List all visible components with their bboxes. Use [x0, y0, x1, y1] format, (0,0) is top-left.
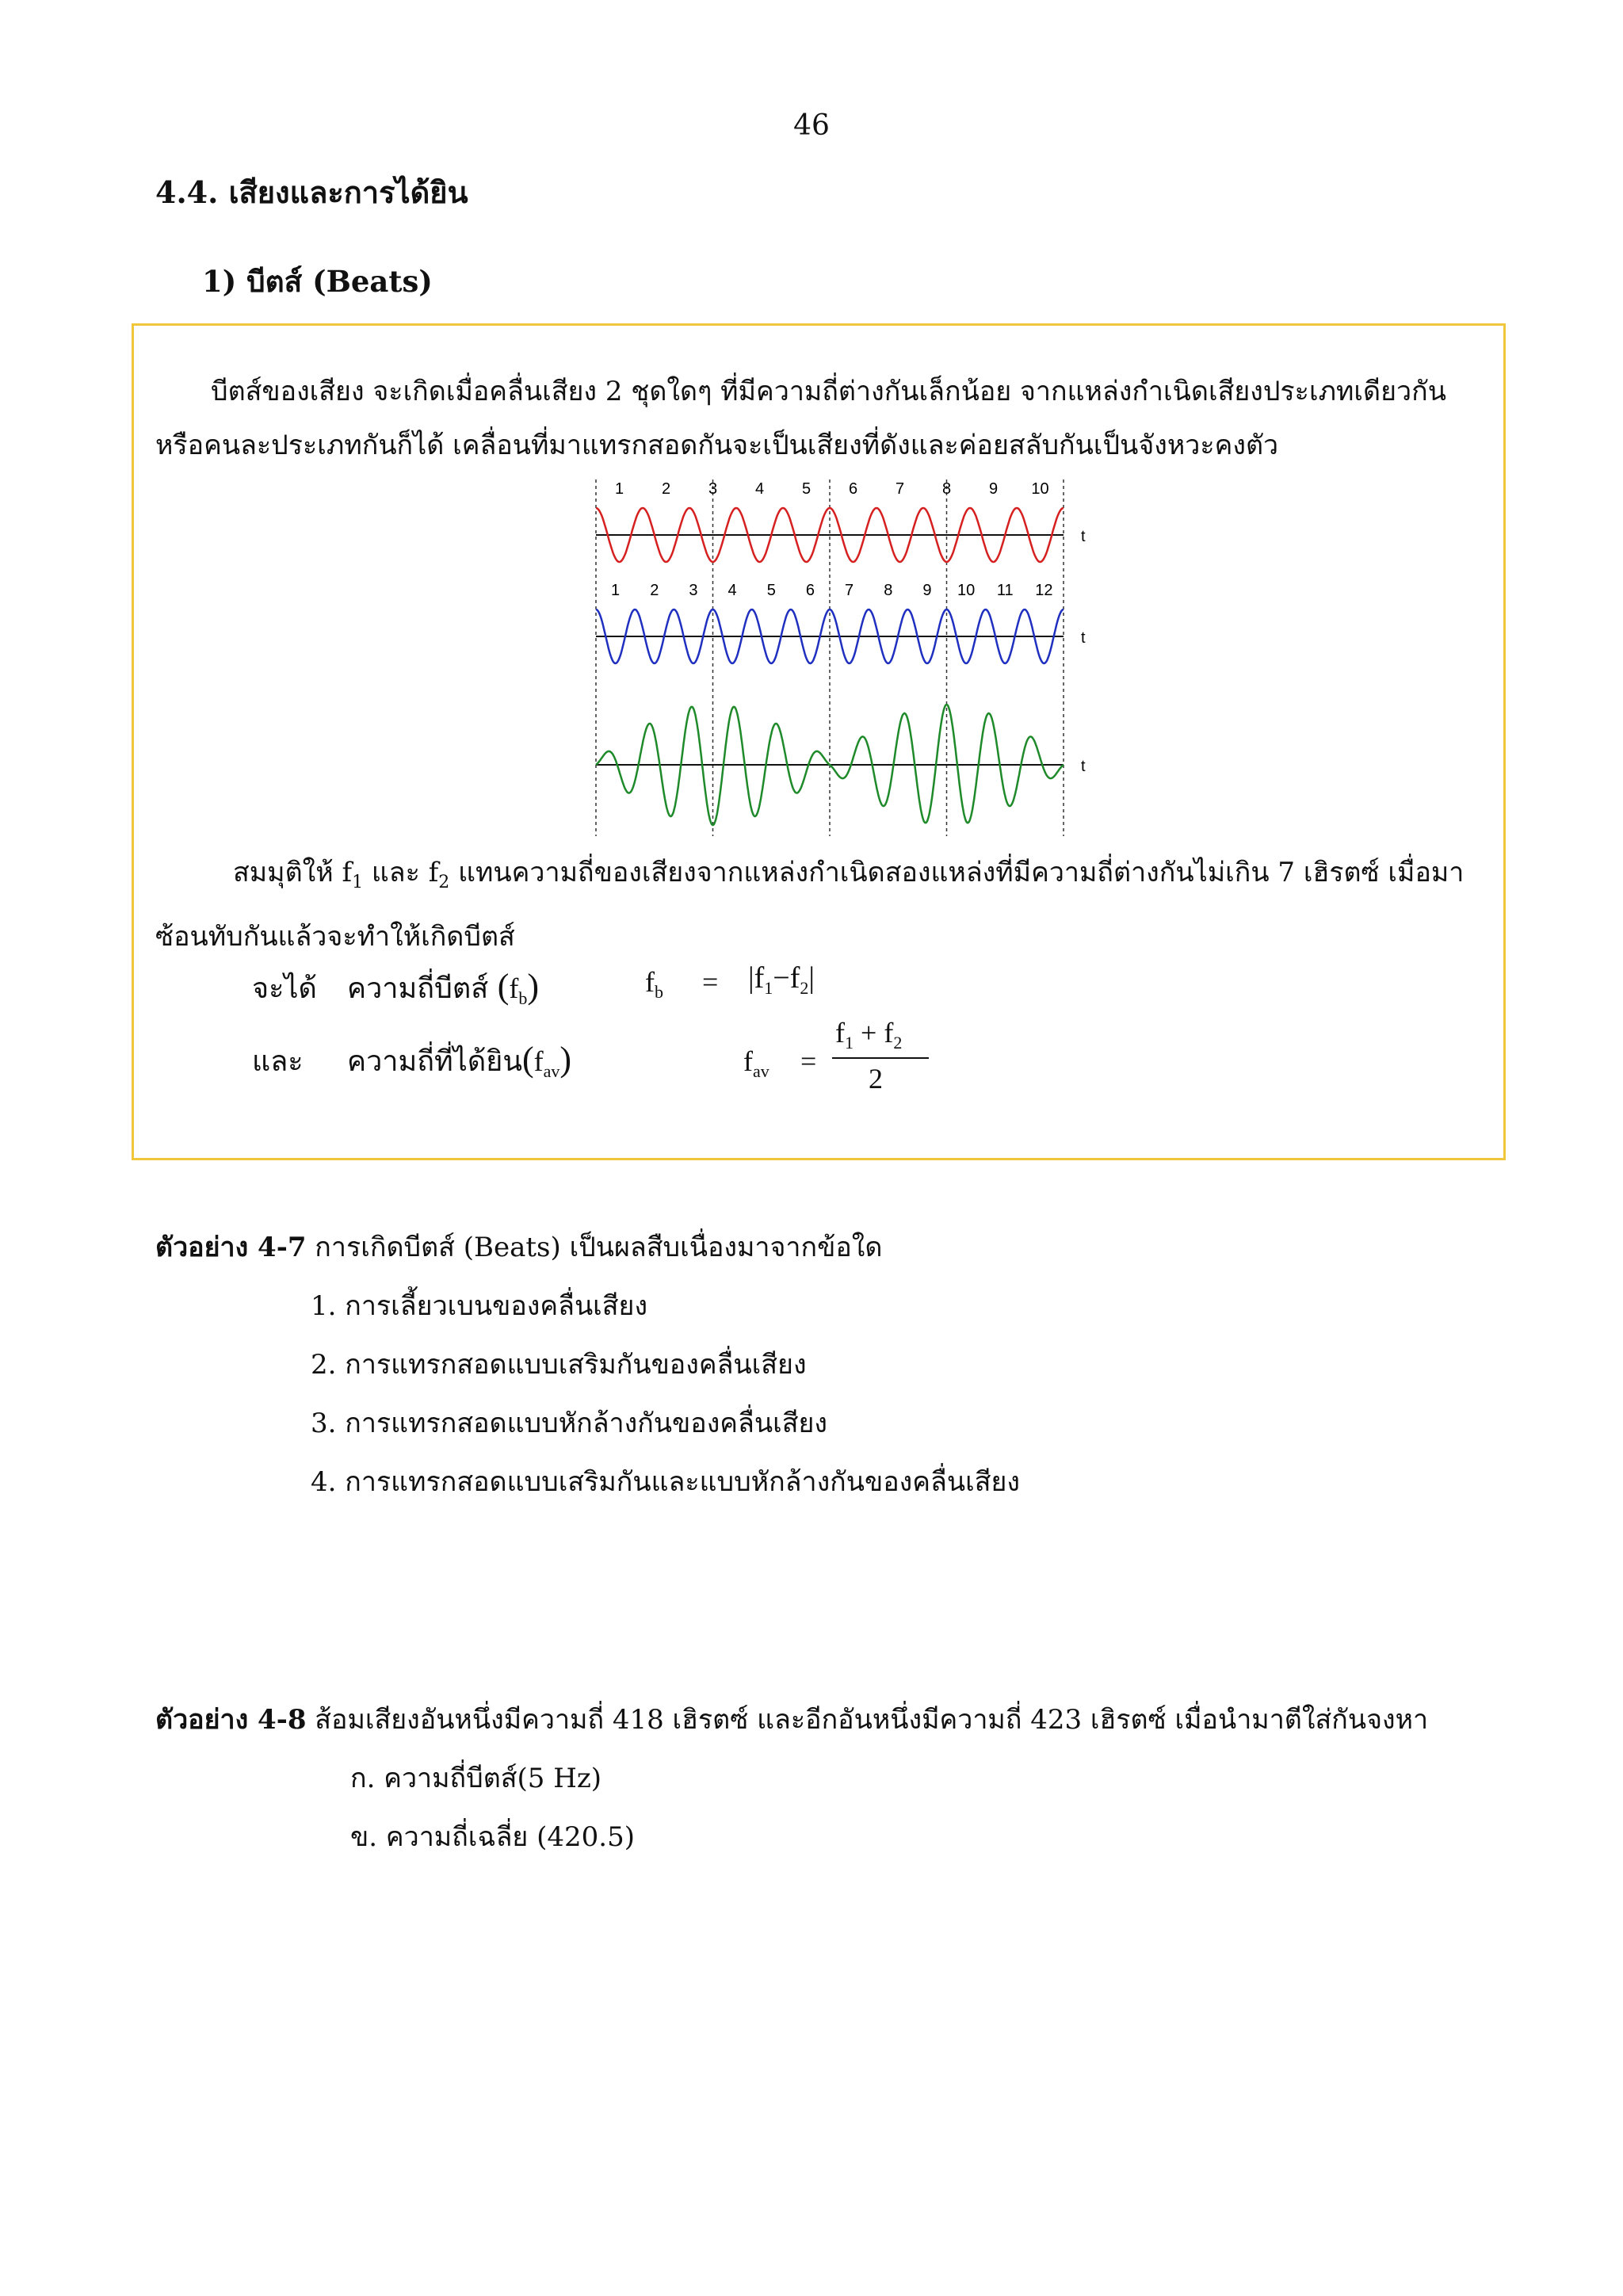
beat-sym: f: [509, 972, 519, 1004]
avg-denominator: 2: [869, 1063, 883, 1095]
wave-2-cycle-label: 10: [957, 582, 976, 599]
avg-equals: =: [800, 1045, 817, 1077]
beat-rhs: $|f_1-f_2|$: [748, 961, 815, 998]
avg-sym-sub: av: [543, 1061, 560, 1081]
num-plus: +: [861, 1017, 877, 1049]
avg-numerator: [835, 1016, 902, 1053]
beat-desc: ความถี่บีตส์: [347, 972, 489, 1005]
beats-figure: [579, 479, 1117, 836]
subsection-title: 1) บีตส์ (Beats): [202, 264, 433, 299]
avg-row-desc: ความถี่ที่ได้ยิน$(f_{av})$: [347, 1040, 572, 1081]
num-sub1: 1: [845, 1033, 854, 1052]
rhs-sub1: 1: [764, 978, 773, 998]
assume-text-c: แทนความถี่ของเสียงจากแหล่งกำเนิดสองแหล่งที่มีความถี่ต่างกันไม่เกิน 7 เฮิรตซ์ เมื่อมาซ้อนทับกันแล้วจะทำให้เกิดบีตส์: [155, 857, 1465, 953]
page-number: 46: [793, 109, 830, 142]
option-1: 1. การเลี้ยวเบนของคลื่นเสียง: [311, 1290, 648, 1322]
wave-1-cycle-label: 5: [801, 480, 812, 498]
wave-2-cycle-label: 4: [727, 582, 737, 599]
avg-sym: f: [533, 1045, 544, 1077]
wave-1-cycle-label: 8: [941, 480, 952, 498]
wave-2-cycle-label: 1: [611, 582, 621, 599]
beat-lhs-f: f: [645, 966, 655, 998]
beat-equals: =: [702, 966, 719, 998]
avg-lhs-sub: av: [753, 1061, 769, 1081]
wave-2-cycle-label: 12: [1035, 582, 1053, 599]
num-sub2: 2: [893, 1033, 903, 1052]
beat-row-desc: ความถี่บีตส์ $(f_b)$: [347, 967, 540, 1008]
rhs-sub2: 2: [800, 978, 809, 998]
wave-1-cycle-label: 9: [988, 480, 999, 498]
assume-text-b: และ f: [363, 857, 439, 888]
wave-2-cycle-label: 2: [650, 582, 659, 599]
wave-2-cycle-label: 7: [845, 582, 854, 599]
option-3: 3. การแทรกสอดแบบหักล้างกันของคลื่นเสียง: [311, 1408, 828, 1439]
example-4-7: [155, 1225, 882, 1268]
rhs-f2: f: [789, 961, 800, 995]
wave-1-cycle-label: 6: [848, 480, 858, 498]
fraction-bar: [832, 1057, 929, 1059]
avg-row-lead: และ: [252, 1045, 304, 1078]
wave-2-cycle-label: 11: [996, 582, 1014, 599]
wave-2-cycle-label: 3: [689, 582, 698, 599]
wave-1-cycle-label: 3: [708, 480, 718, 498]
example-4-8-question: ส้อมเสียงอันหนึ่งมีความถี่ 418 เฮิรตซ์ และอีกอันหนึ่งมีความถี่ 423 เฮิรตซ์ เมื่อนำมาตีใส่กันจงหา: [306, 1704, 1429, 1736]
wave-2-cycle-label: 8: [884, 582, 893, 599]
beat-row-lead: จะได้: [252, 972, 317, 1005]
option-4: 4. การแทรกสอดแบบเสริมกันและแบบหักล้างกันของคลื่นเสียง: [311, 1466, 1020, 1498]
assumption-paragraph: [155, 846, 1471, 964]
wave-1-cycle-label: 10: [1031, 480, 1049, 498]
rhs-minus: −: [773, 961, 790, 995]
assume-sub-2: 2: [438, 873, 450, 892]
assume-sub-1: 1: [352, 873, 364, 892]
wave-2-cycle-label: 6: [805, 582, 815, 599]
option-2: 2. การแทรกสอดแบบเสริมกันของคลื่นเสียง: [311, 1349, 807, 1381]
wave-1-cycle-label: 2: [661, 480, 671, 498]
avg-desc: ความถี่ที่ได้ยิน: [347, 1045, 522, 1078]
avg-lhs-f: f: [743, 1045, 753, 1077]
beat-lhs-sub: b: [655, 982, 663, 1002]
item-b: ข. ความถี่เฉลี่ย (420.5): [350, 1821, 635, 1853]
avg-lhs: [743, 1045, 769, 1082]
num-f2: f: [884, 1017, 894, 1049]
beat-axis-label: t: [1081, 758, 1086, 775]
beat-sym-sub: b: [518, 988, 528, 1008]
wave-1-cycle-label: 7: [895, 480, 905, 498]
wave-2-cycle-label: 5: [766, 582, 776, 599]
section-title: 4.4. เสียงและการได้ยิน: [155, 174, 468, 210]
wave-1-cycle-label: 1: [614, 480, 624, 498]
example-4-8-label: ตัวอย่าง 4-8: [155, 1704, 307, 1736]
example-4-7-label: ตัวอย่าง 4-7: [155, 1232, 307, 1263]
item-a: ก. ความถี่บีตส์(5 Hz): [350, 1763, 602, 1794]
wave-1-cycle-label: 4: [754, 480, 765, 498]
num-f1: f: [835, 1017, 845, 1049]
rhs-f1: f: [754, 961, 765, 995]
wave-2-cycle-label: 9: [922, 582, 932, 599]
example-4-7-question: การเกิดบีตส์ (Beats) เป็นผลสืบเนื่องมาจากข้อใด: [306, 1232, 883, 1263]
beat-lhs: [645, 965, 663, 1003]
intro-paragraph: บีตส์ของเสียง จะเกิดเมื่อคลื่นเสียง 2 ชุดใดๆ ที่มีความถี่ต่างกันเล็กน้อย จากแหล่งกำเนิดเสียงประเภทเดียวกัน หรือคนละประเภทกันก็ได้ เคลื่อนที่มาแทรกสอดกันจะเป็นเสียงที่ดังและค่อยสลับกันเป็นจังหวะคงตัว: [155, 376, 1446, 461]
assume-text-a: สมมุติให้ f: [233, 857, 353, 888]
example-4-8: [155, 1698, 1428, 1740]
wave-2-axis-label: t: [1081, 629, 1086, 647]
wave-1-axis-label: t: [1081, 528, 1086, 545]
